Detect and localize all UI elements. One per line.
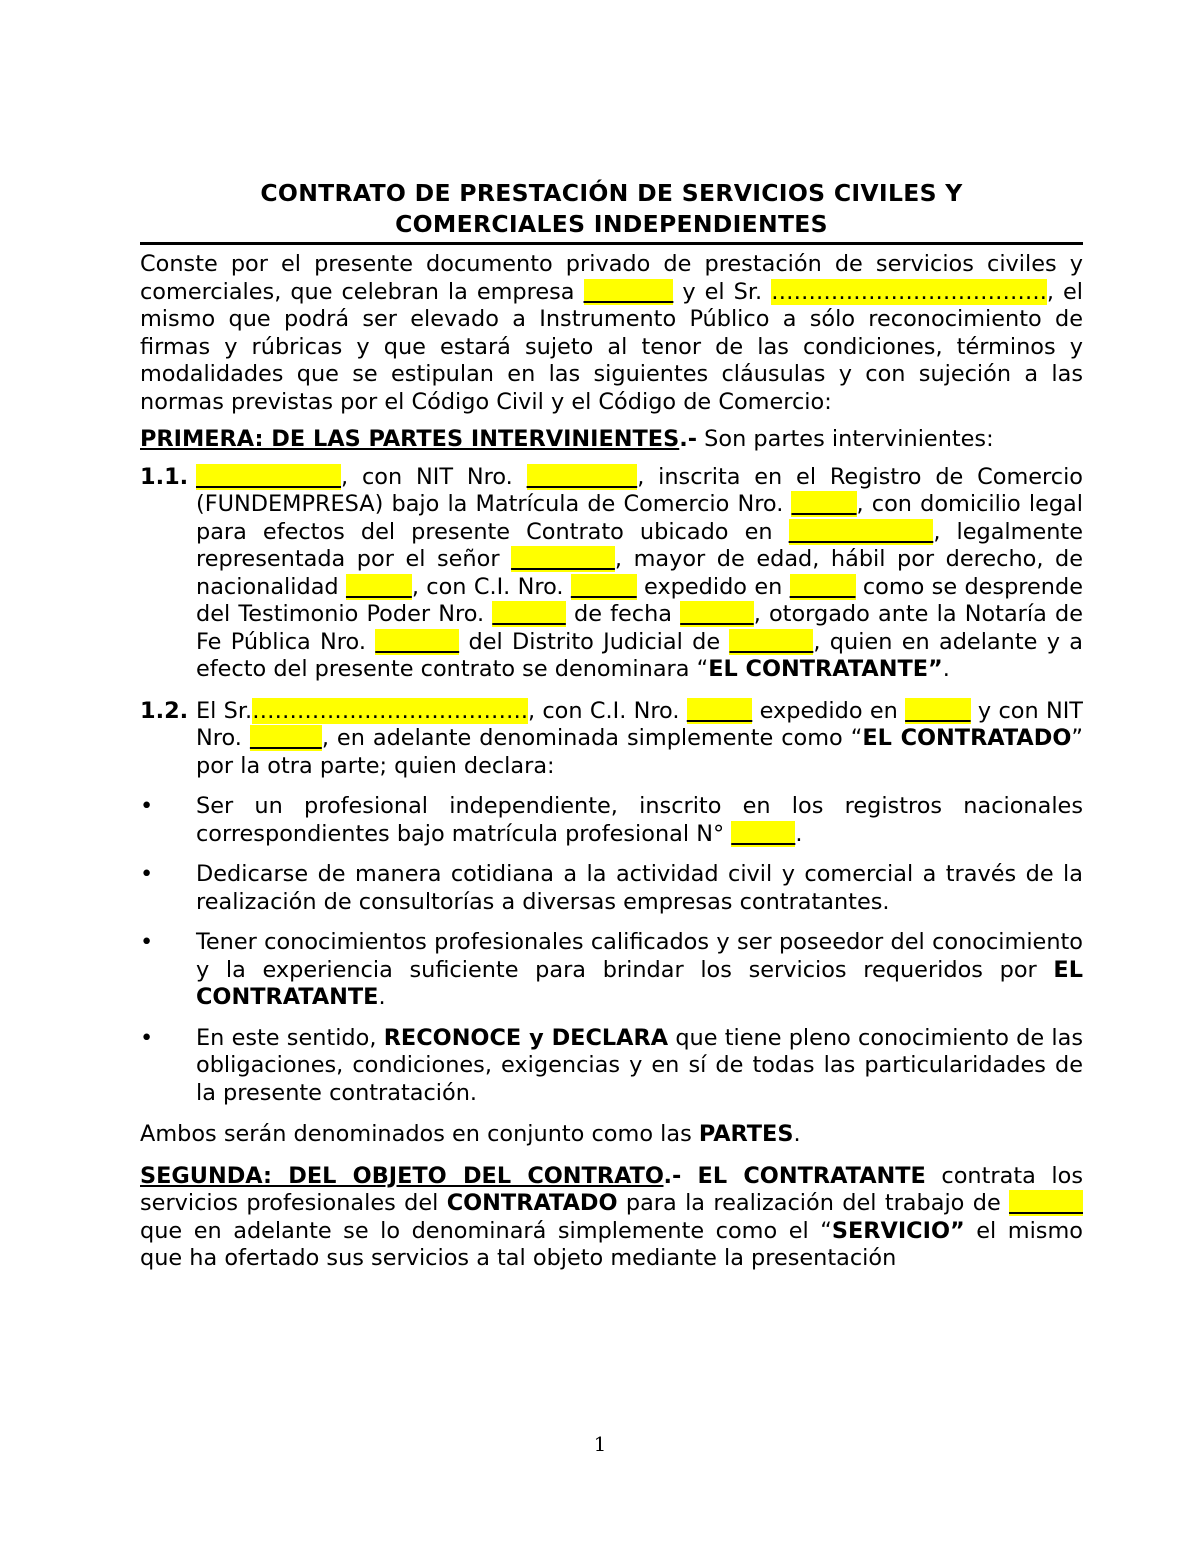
item-text: . [942,656,950,682]
ambos-text: . [793,1121,801,1147]
bullet-bold: EL CONTRATANTE [196,956,1083,1010]
item-text: El Sr. [196,697,253,724]
ambos-paragraph [140,1121,1083,1149]
intro-text-1: Conste por el presente documento privado de prestación de servicios civiles y comerciales, que celebran la empresa [140,251,1083,305]
item-text: , inscrita en el Registro de Comercio (FUNDEMPRESA) bajo la Matrícula de Comercio Nro. [196,463,1084,517]
clause-primera [140,426,1083,454]
dots-name: ………………………………. [771,278,1047,305]
item-1-1 [140,464,1083,684]
item-number: 1.2. [140,697,189,724]
blank-nit [250,725,322,751]
servicio-term: SERVICIO” [831,1217,965,1244]
bullet-text: que tiene pleno conocimiento de las obligaciones, condiciones, exigencias y en sí de todas las particularidades de la presente contratación. [196,1024,1083,1106]
blank-company [584,279,674,305]
blank-expedido [790,574,856,600]
item-text: ” por la otra parte; quien declara: [196,725,1083,779]
item-text: y con NIT Nro. [196,697,1083,751]
item-text: del Distrito Judicial de [459,628,730,655]
bullet-text: . [795,820,803,847]
title-line-2: COMERCIALES INDEPENDIENTES [395,210,828,238]
clause-segunda-heading: SEGUNDA: DEL OBJETO DEL CONTRATO [140,1162,664,1189]
ambos-text: Ambos serán denominados en conjunto como las [140,1121,699,1147]
clause-segunda [140,1163,1083,1273]
item-text: , en adelante denominada simplemente como “ [321,725,863,751]
item-1-2 [140,698,1083,781]
item-text: , con domicilio legal para efectos del presente Contrato ubicado en [196,491,1084,545]
blank-matricula-profesional [731,821,795,847]
list-item [140,1025,1083,1108]
bullet-text: Dedicarse de manera cotidiana a la actividad civil y comercial a través de la realización de consultorías a diversas empresas contratantes. [196,861,1083,915]
blank-ci [687,698,753,724]
clause-segunda-sep: .- [663,1162,698,1189]
blank-expedido [905,698,971,724]
clause-primera-sep: .- [679,426,698,452]
blank-fecha [680,601,754,627]
bullet-icon: • [140,793,154,819]
list-item [140,861,1083,916]
party-name-contratado: CONTRATADO [446,1190,618,1216]
blank-nit [527,464,638,490]
list-item [140,793,1083,848]
dots-name: ………………………………. [252,697,528,724]
blank-company-name [196,464,341,490]
blank-poder [492,601,566,627]
item-text: , con NIT Nro. [341,463,527,490]
party-name-contratado: EL CONTRATADO [862,725,1072,751]
bullet-icon: • [140,861,154,887]
clause-text: el mismo que ha ofertado sus servicios a tal objeto mediante la presentación [140,1217,1083,1271]
bullet-text: . [378,984,386,1010]
item-text: expedido en [752,697,906,724]
party-name-contratante: EL CONTRATANTE [697,1162,926,1189]
clause-text: para la realización del trabajo de [617,1190,1010,1216]
blank-trabajo [1009,1190,1083,1216]
document-page [140,178,1083,1273]
bullet-bold: RECONOCE y DECLARA [383,1024,669,1051]
item-text: , legalmente representada por el señor [196,518,1083,572]
blank-ci [571,574,637,600]
blank-nacionalidad [346,574,412,600]
blank-domicilio [789,519,934,545]
bullet-text: Ser un profesional independiente, inscrito en los registros nacionales correspondientes bajo matrícula profesional N° [196,793,1083,847]
bullet-icon: • [140,1024,154,1051]
list-item [140,929,1083,1012]
item-text: , otorgado ante la Notaría de Fe Pública Nro. [196,601,1083,655]
intro-text-2: y el Sr. [673,278,772,305]
blank-representante [511,546,615,572]
item-text: , con C.I. Nro. [527,697,687,724]
party-name-contratante: EL CONTRATANTE” [708,656,943,682]
clause-text: que en adelante se lo denominará simplemente como el “ [140,1217,832,1244]
item-text: , quien en adelante y a efecto del presente contrato se denominara “ [196,628,1084,682]
document-title [140,178,1083,240]
ambos-bold: PARTES [698,1121,794,1147]
blank-notaria [375,629,459,655]
bullet-text: En este sentido, [196,1024,384,1051]
intro-text-3: , el mismo que podrá ser elevado a Instrumento Público a sólo reconocimiento de firmas y rúbricas y que estará sujeto al tenor de las condiciones, términos y modalidades que se estipulan en las siguientes cláusulas y con sujeción a las normas previstas por el Código Civil y el Código de Comercio: [140,278,1083,415]
blank-matricula [791,491,856,517]
item-text: como se desprende del Testimonio Poder Nro. [196,573,1083,627]
page-number: 1 [593,1432,607,1456]
intro-paragraph [140,251,1083,416]
clause-text: contrata los servicios profesionales del [140,1162,1083,1216]
bullet-text: Tener conocimientos profesionales calificados y ser poseedor del conocimiento y la experiencia suficiente para brindar los servicios requeridos por [196,929,1083,983]
item-number: 1.1. [140,463,189,490]
clause-primera-text: Son partes intervinientes: [697,426,994,452]
item-text: de fecha [565,601,681,627]
bullet-icon: • [140,929,154,955]
blank-distrito [729,629,813,655]
item-text: expedido en [636,573,790,600]
title-line-1: CONTRATO DE PRESTACIÓN DE SERVICIOS CIVILES Y [260,179,963,207]
title-rule [140,242,1083,245]
item-text: , con C.I. Nro. [411,573,571,600]
item-text: , mayor de edad, hábil por derecho, de nacionalidad [196,546,1083,600]
clause-primera-heading: PRIMERA: DE LAS PARTES INTERVINIENTES [140,426,680,452]
